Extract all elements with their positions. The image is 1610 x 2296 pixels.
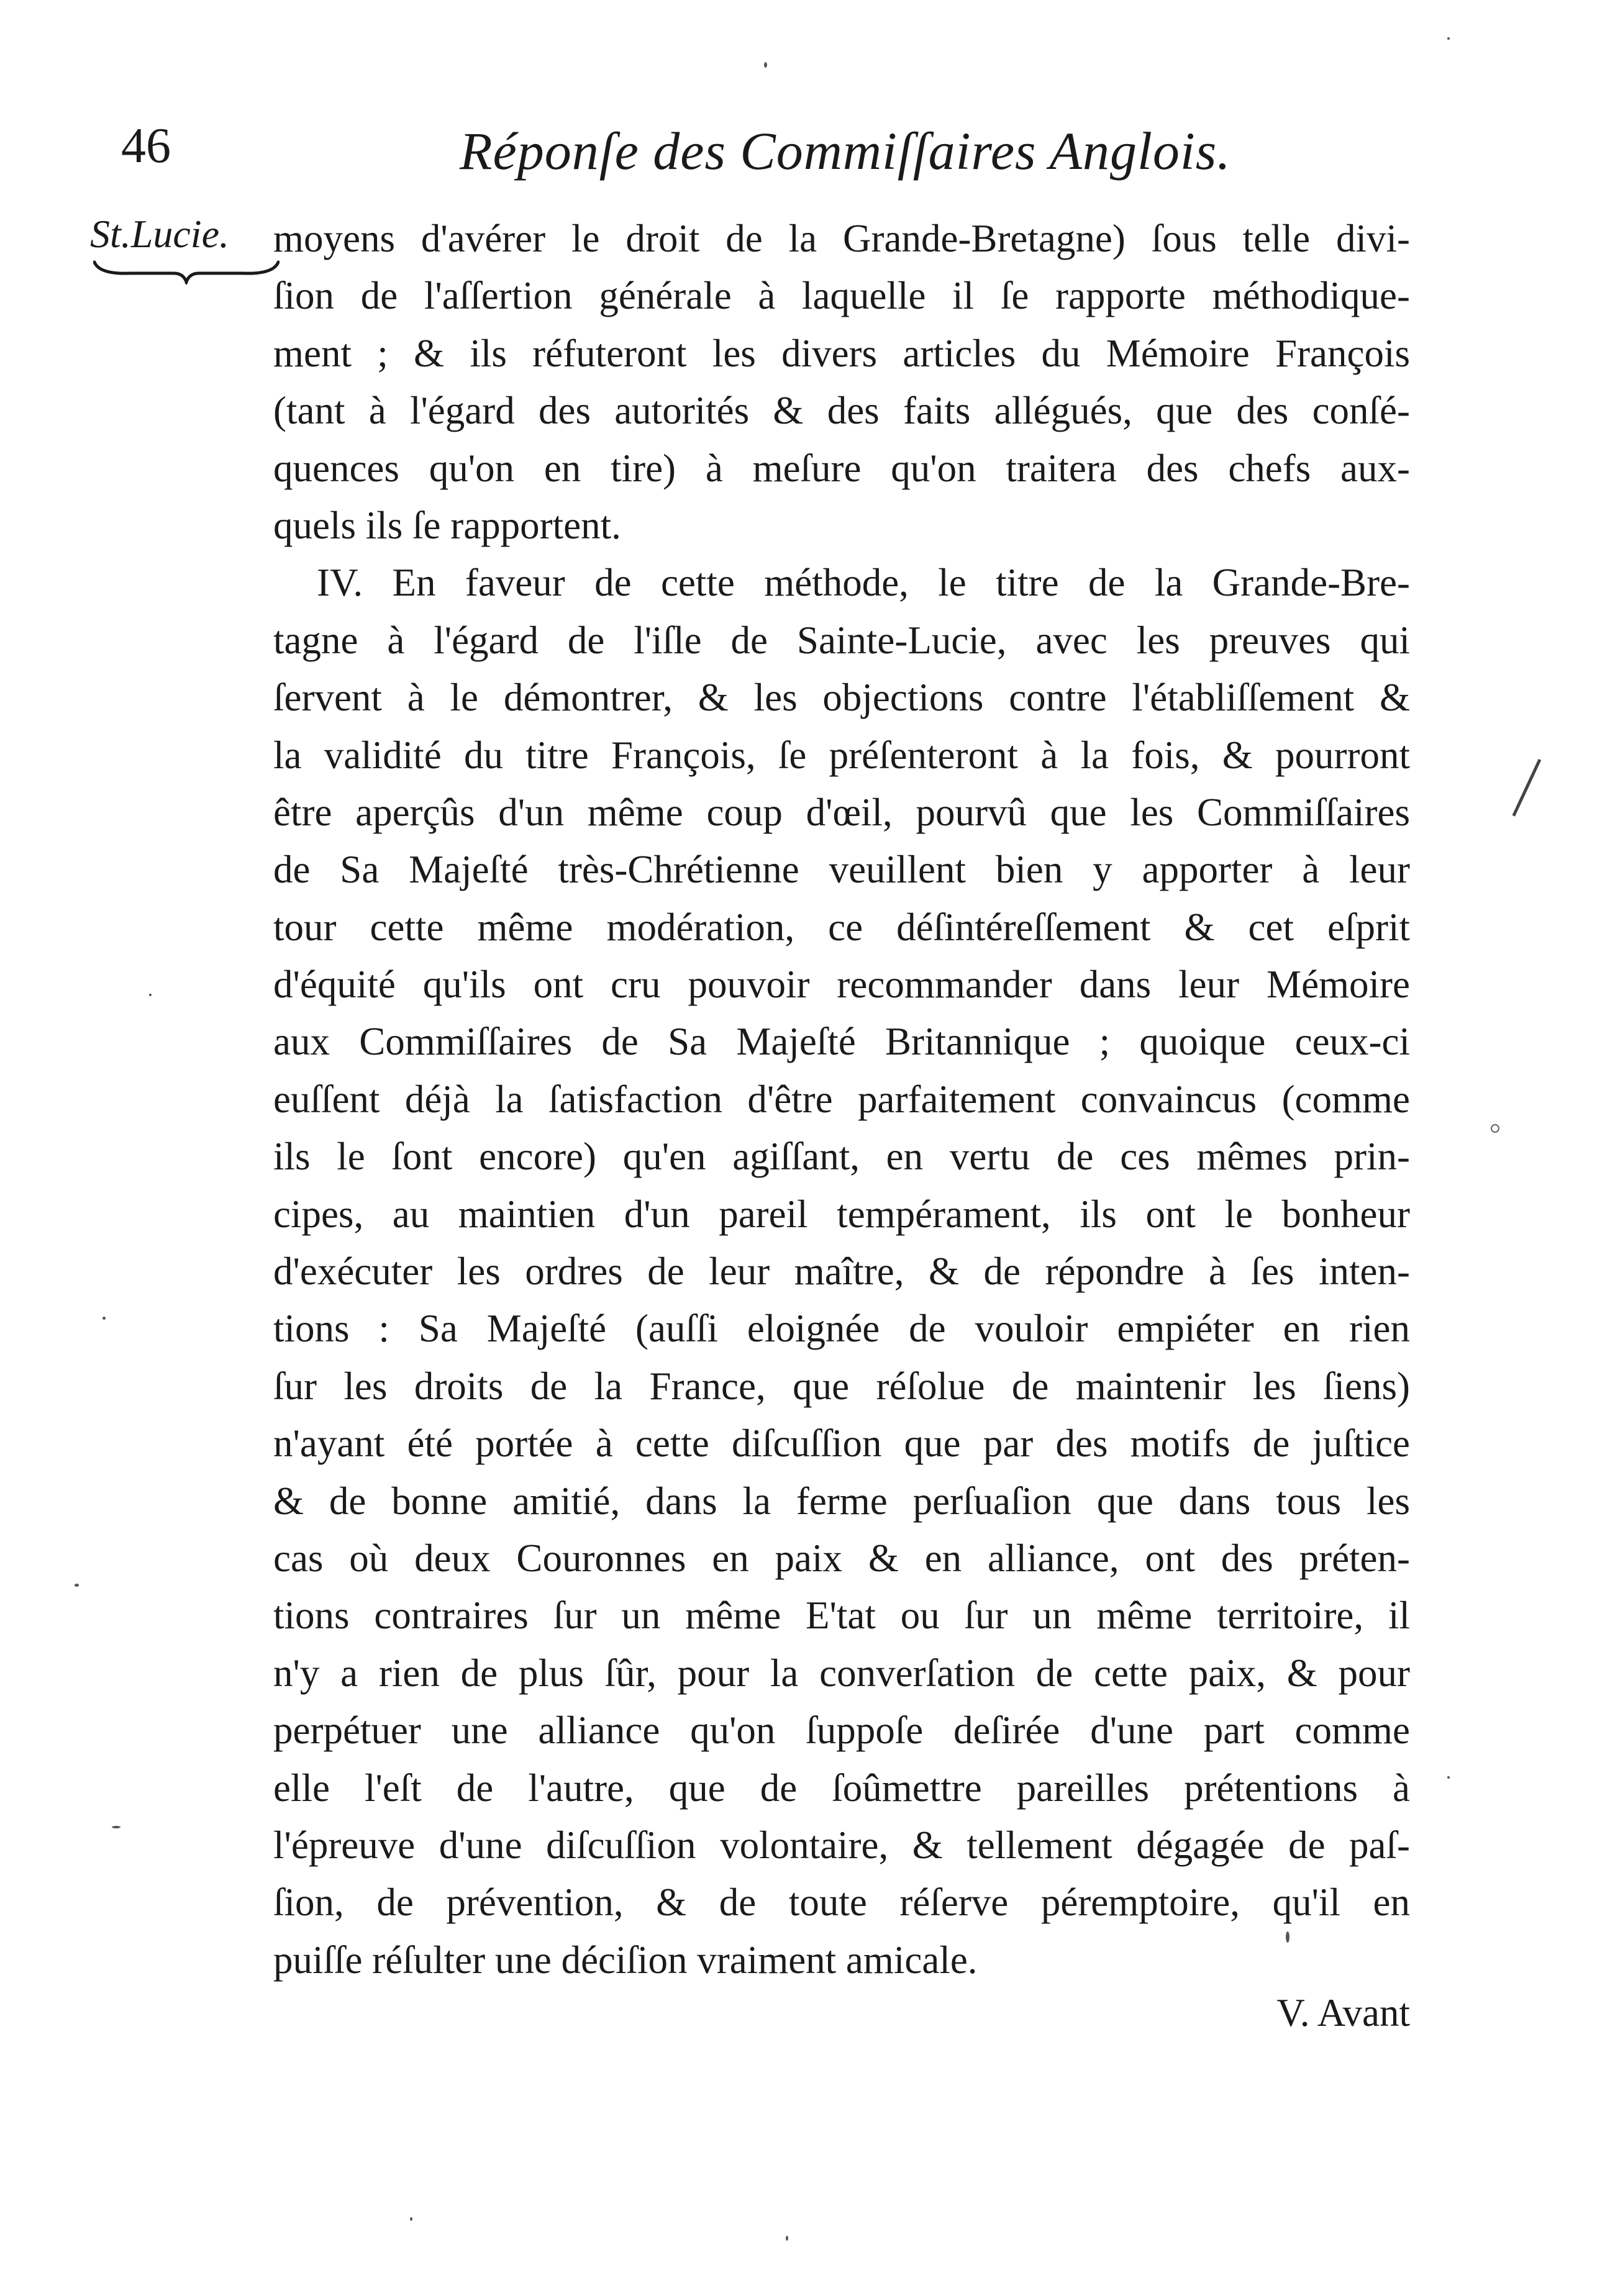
text-line: perpétuer une alliance qu'on ſuppoſe deſirée d'une part comme <box>273 1708 1410 1753</box>
page-number: 46 <box>121 119 171 173</box>
text-line: (tant à l'égard des autorités & des faits allégués, que des conſé- <box>273 389 1410 433</box>
text-line: d'exécuter les ordres de leur maître, & de répondre à ſes inten- <box>273 1250 1410 1294</box>
running-title: Réponſe des Commiſſaires Anglois. <box>460 121 1231 181</box>
text-line: puiſſe réſulter une déciſion vraiment amicale. <box>273 1938 978 1982</box>
text-line: ment ; & ils réfuteront les divers articles du Mémoire François <box>273 331 1410 375</box>
text-line: d'équité qu'ils ont cru pouvoir recommander dans leur Mémoire <box>273 963 1410 1007</box>
text-line: tions contraires ſur un même E'tat ou ſur un même territoire, il <box>273 1594 1410 1638</box>
text-line: quences qu'on en tire) à meſure qu'on traitera des chefs aux- <box>273 446 1410 490</box>
margin-brace-icon <box>93 260 280 284</box>
text-line: l'épreuve d'une diſcuſſion volontaire, & tellement dégagée de paſ- <box>273 1823 1410 1867</box>
text-line: IV. En faveur de cette méthode, le titre de la Grande-Bre- <box>317 561 1410 605</box>
text-line: tagne à l'égard de l'iſle de Sainte-Lucie, avec les preuves qui <box>273 618 1410 662</box>
text-line: & de bonne amitié, dans la ferme perſuaſion que dans tous les <box>273 1479 1410 1523</box>
margin-note: St.Lucie. <box>90 212 229 256</box>
text-line: ils le ſont encore) qu'en agiſſant, en vertu de ces mêmes prin- <box>273 1135 1410 1179</box>
text-line: quels ils ſe rapportent. <box>273 503 621 547</box>
catchword: V. Avant <box>1276 1991 1410 2035</box>
text-line: de Sa Majeſté très-Chrétienne veuillent bien y apporter à leur <box>273 848 1410 892</box>
text-line: cipes, au maintien d'un pareil tempérament, ils ont le bonheur <box>273 1192 1410 1236</box>
text-line: ſion de l'aſſertion générale à laquelle il ſe rapporte méthodique- <box>273 274 1410 318</box>
text-line: tour cette même modération, ce déſintéreſſement & cet eſprit <box>273 905 1410 949</box>
text-line: n'ayant été portée à cette diſcuſſion que par des motifs de juſtice <box>273 1422 1410 1466</box>
text-line: euſſent déjà la ſatisfaction d'être parfaitement convaincus (comme <box>273 1077 1410 1121</box>
text-line: ſur les droits de la France, que réſolue de maintenir les ſiens) <box>273 1364 1410 1408</box>
text-line: n'y a rien de plus ſûr, pour la converſation de cette paix, & pour <box>273 1651 1410 1695</box>
text-line: être aperçûs d'un même coup d'œil, pourvû que les Commiſſaires <box>273 790 1410 834</box>
text-line: la validité du titre François, ſe préſenteront à la fois, & pourront <box>273 733 1410 777</box>
text-line: moyens d'avérer le droit de la Grande-Bretagne) ſous telle divi- <box>273 217 1410 260</box>
text-line: aux Commiſſaires de Sa Majeſté Britannique ; quoique ceux-ci <box>273 1020 1410 1064</box>
text-line: ſion, de prévention, & de toute réſerve péremptoire, qu'il en <box>273 1881 1410 1925</box>
text-line: tions : Sa Majeſté (auſſi eloignée de vouloir empiéter en rien <box>273 1307 1410 1351</box>
text-line: elle l'eſt de l'autre, que de ſoûmettre pareilles prétentions à <box>273 1766 1410 1810</box>
body-text <box>273 210 1410 1989</box>
text-line: ſervent à le démontrer, & les objections contre l'établiſſement & <box>273 676 1410 720</box>
text-line: cas où deux Couronnes en paix & en alliance, ont des préten- <box>273 1536 1410 1580</box>
